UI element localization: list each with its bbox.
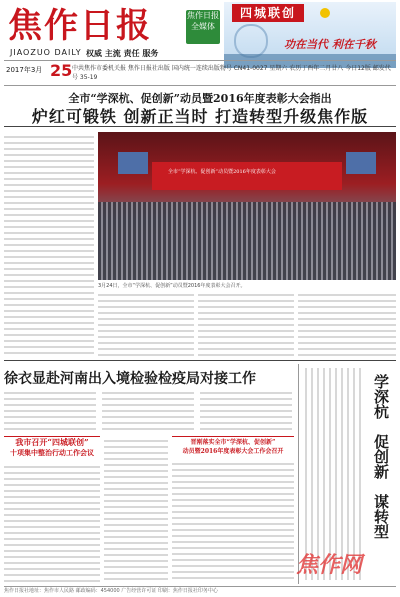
box-mid-body [172, 459, 294, 583]
box-left [4, 436, 100, 585]
lead-body-column [98, 290, 194, 356]
footer: 焦作日报社地址：焦作市人民路 邮政编码：454000 广告经营许可证 印刷：焦作日报社印务中心 [4, 586, 396, 597]
box-left-head-1: 我市召开“四城联创” [15, 437, 89, 447]
mini-logo: 焦作日报 全媒体 [186, 10, 220, 44]
info-bar [4, 60, 396, 86]
right-col-title-3: 谋转型 [372, 494, 390, 539]
date-label: 2017年3月 [6, 66, 43, 74]
right-col-title-2: 促创新 [372, 434, 390, 479]
masthead-pinyin: JIAOZUO DAILY [10, 48, 82, 57]
box-mid-head-1: 晋刚落实全市“学深杭、促创新” [190, 439, 276, 446]
lead-body-column [298, 290, 396, 356]
masthead-motto: 权威 主流 责任 服务 [86, 49, 159, 58]
story2-continued [104, 436, 168, 584]
lead-subhead: 全市“学深杭、促创新”动员暨2016年度表彰大会指出 [68, 92, 332, 105]
right-col-title-1: 学深杭 [372, 374, 390, 419]
photo-stage-text: 全市“学深杭、促创新”动员暨2016年度表彰大会 [168, 169, 276, 175]
story2-headline: 徐衣显赴河南出入境检验检疫局对接工作 [4, 371, 256, 387]
date-day: 25 [50, 61, 73, 80]
divider [4, 360, 396, 361]
lead-photo [98, 132, 396, 280]
banner-slogan: 功在当代 利在千秋 [284, 38, 376, 51]
info-lines: 中共焦作市委机关报 焦作日报社出版 国内统一连续出版物号 CN41-0027 星期六 农历丁酉年二月廿八 今日12版 邮发代号 35-19 [72, 65, 391, 81]
banner-ad [224, 2, 396, 68]
photo-audience [98, 202, 396, 280]
box-left-body [4, 462, 100, 582]
photo-screen-left [118, 152, 148, 174]
ferris-wheel-icon [234, 24, 268, 58]
box-mid [172, 436, 294, 585]
photo-stage [152, 162, 342, 190]
masthead-title: 焦作日报 [8, 6, 152, 46]
story2-body [4, 388, 294, 432]
sun-icon [320, 8, 330, 18]
lead-body-column [4, 132, 94, 356]
photo-caption: 3月24日，全市“学深杭、促创新”动员暨2016年度表彰大会召开。 [98, 283, 246, 289]
lead-body-column [198, 290, 294, 356]
lead-headline: 炉红可锻铁 创新正当时 打造转型升级焦作版 [31, 107, 369, 126]
watermark: 焦作网 [296, 552, 363, 578]
banner-title: 四城联创 [232, 4, 304, 22]
divider [4, 126, 396, 127]
box-mid-head-2: 动员暨2016年度表彰大会工作会召开 [182, 448, 284, 455]
photo-screen-right [346, 152, 376, 174]
box-left-head-2: 十项集中整治行动工作会议 [10, 448, 94, 457]
